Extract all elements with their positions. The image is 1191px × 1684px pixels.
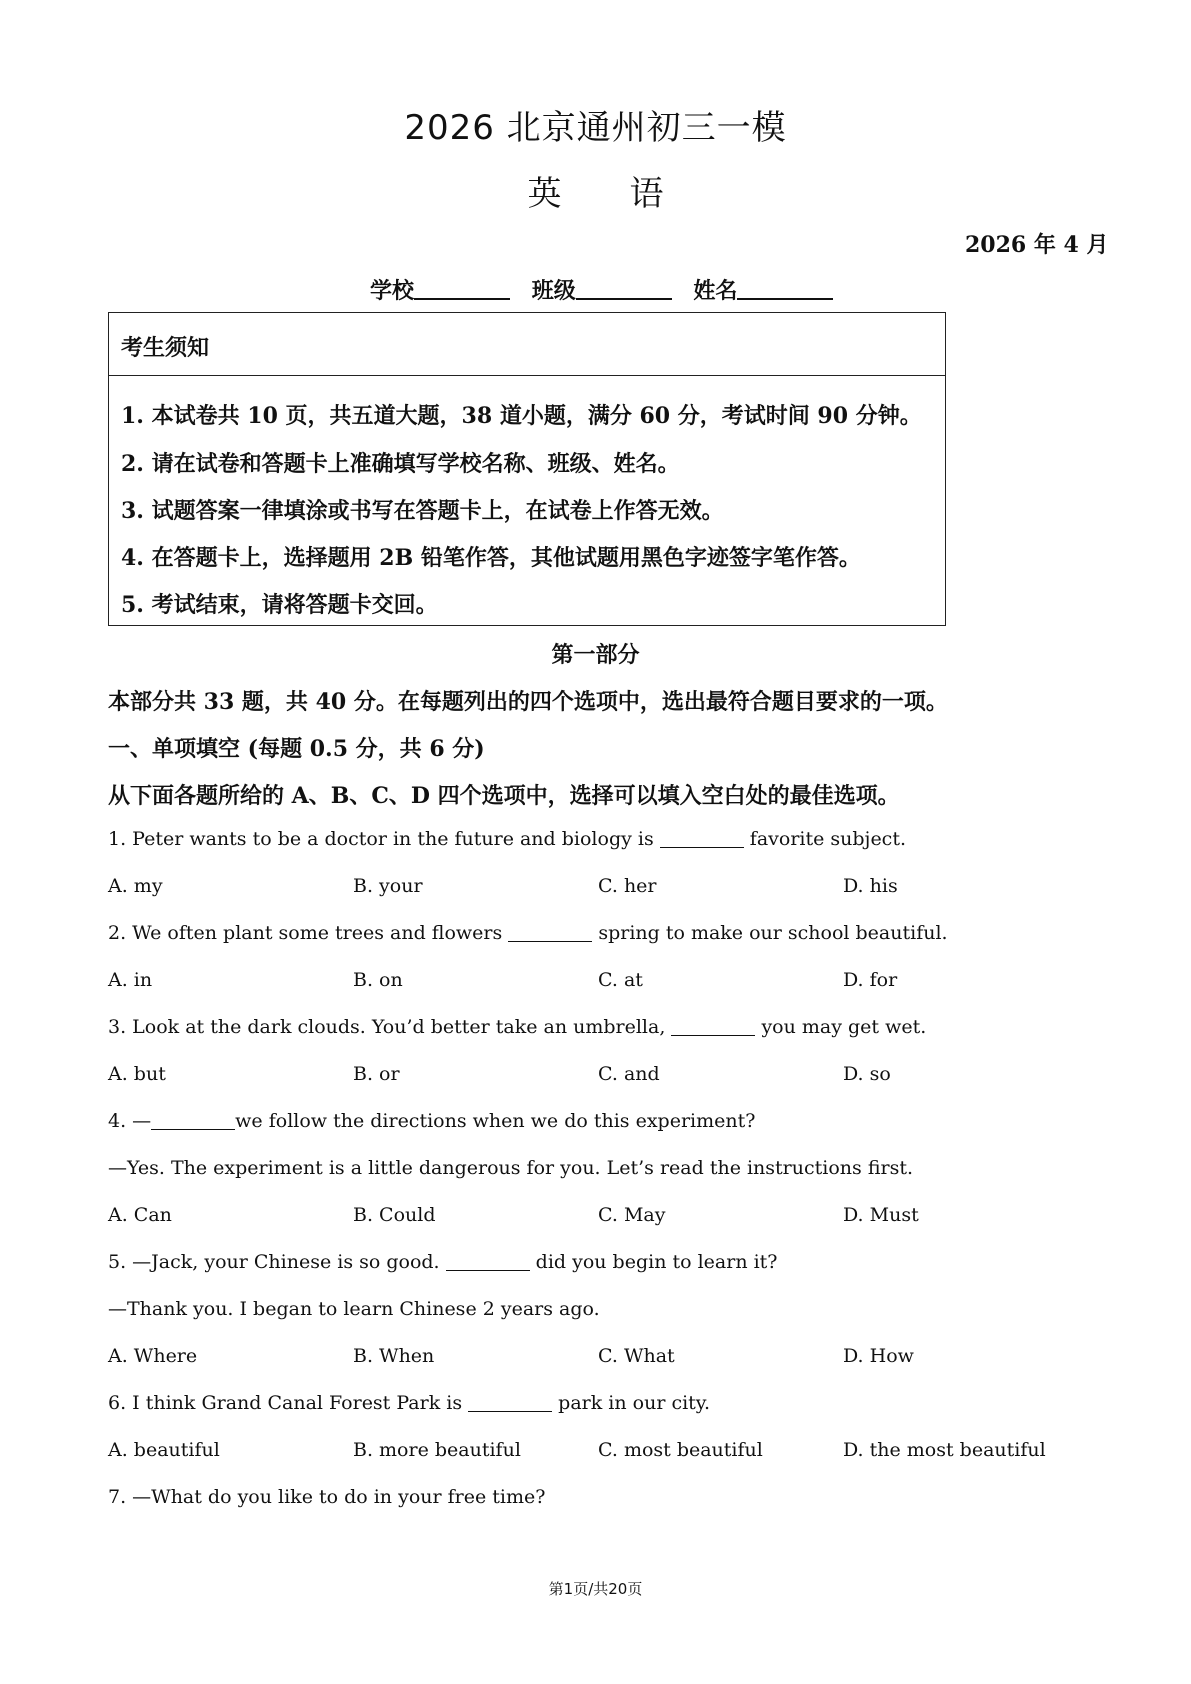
question-stem: 2. We often plant some trees and flowers spring to make our school beautiful.	[108, 922, 948, 944]
class-blank	[576, 276, 672, 300]
notice-box	[108, 312, 946, 626]
section-instruction: 从下面各题所给的 A、B、C、D 四个选项中，选择可以填入空白处的最佳选项。	[108, 783, 900, 809]
notice-item: 5. 考试结束，请将答题卡交回。	[121, 592, 438, 618]
option-a: A. beautiful	[108, 1439, 220, 1461]
answer-blank	[671, 1017, 755, 1036]
notice-item: 4. 在答题卡上，选择题用 2B 铅笔作答，其他试题用黑色字迹签字笔作答。	[121, 545, 861, 571]
option-b: B. your	[353, 875, 423, 897]
answer-blank	[446, 1252, 530, 1271]
option-a: A. my	[108, 875, 163, 897]
option-b: B. on	[353, 969, 403, 991]
notice-heading: 考生须知	[109, 313, 945, 376]
exam-date: 2026 年 4 月	[965, 232, 1109, 258]
option-a: A. but	[108, 1063, 166, 1085]
answer-blank	[151, 1111, 235, 1130]
option-d: D. the most beautiful	[843, 1439, 1046, 1461]
option-c: C. What	[598, 1345, 675, 1367]
option-b: B. more beautiful	[353, 1439, 521, 1461]
option-a: A. Can	[108, 1204, 172, 1226]
question-reply: —Yes. The experiment is a little dangerous for you. Let’s read the instructions first.	[108, 1157, 913, 1179]
option-d: D. How	[843, 1345, 914, 1367]
section-heading: 一、单项填空 (每题 0.5 分，共 6 分)	[108, 736, 485, 762]
exam-title: 2026 北京通州初三一模	[404, 108, 787, 148]
notice-item: 3. 试题答案一律填涂或书写在答题卡上，在试卷上作答无效。	[121, 498, 724, 524]
question-stem: 6. I think Grand Canal Forest Park is park in our city.	[108, 1392, 711, 1414]
name-blank	[737, 276, 833, 300]
name-label: 姓名	[693, 278, 738, 304]
question-stem: 3. Look at the dark clouds. You’d better take an umbrella, you may get wet.	[108, 1016, 927, 1038]
option-c: C. her	[598, 875, 657, 897]
option-d: D. so	[843, 1063, 891, 1085]
part-title: 第一部分	[551, 642, 640, 668]
question-stem: 5. —Jack, your Chinese is so good. did you begin to learn it?	[108, 1251, 778, 1273]
option-c: C. most beautiful	[598, 1439, 763, 1461]
class-label: 班级	[531, 278, 576, 304]
option-d: D. for	[843, 969, 898, 991]
option-b: B. When	[353, 1345, 435, 1367]
notice-item: 2. 请在试卷和答题卡上准确填写学校名称、班级、姓名。	[121, 451, 680, 477]
option-d: D. Must	[843, 1204, 919, 1226]
school-blank	[414, 276, 510, 300]
school-label: 学校	[370, 278, 415, 304]
answer-blank	[468, 1393, 552, 1412]
question-stem: 1. Peter wants to be a doctor in the future and biology is favorite subject.	[108, 828, 907, 850]
question-stem: 7. —What do you like to do in your free time?	[108, 1486, 546, 1508]
part-intro: 本部分共 33 题，共 40 分。在每题列出的四个选项中，选出最符合题目要求的一项。	[108, 689, 948, 715]
question-stem: 4. — we follow the directions when we do this experiment?	[108, 1110, 756, 1132]
student-info-line	[370, 274, 847, 305]
option-c: C. and	[598, 1063, 660, 1085]
option-d: D. his	[843, 875, 898, 897]
option-b: B. or	[353, 1063, 400, 1085]
notice-item: 1. 本试卷共 10 页，共五道大题，38 道小题，满分 60 分，考试时间 90 分钟。	[121, 403, 922, 429]
question-reply: —Thank you. I began to learn Chinese 2 years ago.	[108, 1298, 600, 1320]
option-a: A. in	[108, 969, 153, 991]
page-footer: 第1页/共20页	[548, 1580, 643, 1598]
option-c: C. at	[598, 969, 643, 991]
answer-blank	[660, 829, 744, 848]
answer-blank	[508, 923, 592, 942]
option-a: A. Where	[108, 1345, 198, 1367]
option-b: B. Could	[353, 1204, 436, 1226]
exam-subject: 英 语	[527, 174, 664, 214]
option-c: C. May	[598, 1204, 666, 1226]
